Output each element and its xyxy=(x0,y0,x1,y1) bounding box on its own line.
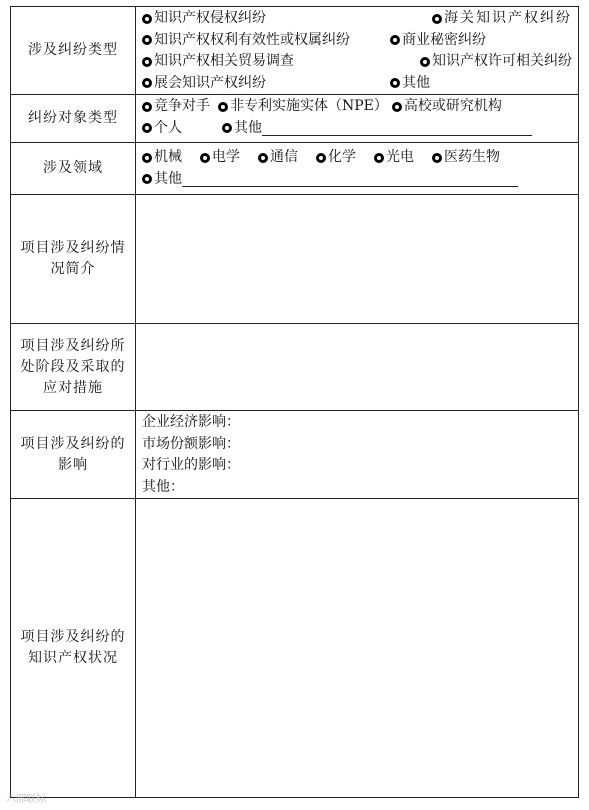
dispute-info-form xyxy=(10,6,579,798)
dispute-type-options xyxy=(136,7,579,95)
radio-icon xyxy=(390,35,400,45)
radio-icon xyxy=(420,57,430,67)
dispute-type-label: 涉及纠纷类型 xyxy=(11,7,136,95)
radio-icon xyxy=(142,102,152,112)
option-trade-investigation[interactable]: 知识产权相关贸易调查 xyxy=(142,51,294,72)
stage-input[interactable] xyxy=(136,324,579,411)
radio-icon xyxy=(142,35,152,45)
field-label: 涉及领域 xyxy=(11,143,136,195)
radio-icon xyxy=(200,153,210,163)
option-trade-secret[interactable]: 商业秘密纠纷 xyxy=(390,30,486,51)
ip-status-input[interactable] xyxy=(136,499,579,798)
option-competitor[interactable]: 竞争对手 xyxy=(142,96,210,117)
summary-label: 项目涉及纠纷情况简介 xyxy=(11,195,136,324)
radio-icon xyxy=(142,78,152,88)
option-license-dispute[interactable]: 知识产权许可相关纠纷 xyxy=(420,51,572,72)
impact-market-share: 市场份额影响： xyxy=(142,435,240,452)
option-chemistry[interactable]: 化学 xyxy=(316,147,356,168)
dispute-target-label: 纠纷对象类型 xyxy=(11,95,136,143)
radio-icon xyxy=(142,14,152,24)
option-mechanical[interactable]: 机械 xyxy=(142,147,182,168)
option-exhibition-ip[interactable]: 展会知识产权纠纷 xyxy=(142,73,266,94)
target-other-input[interactable] xyxy=(262,120,532,136)
field-other-input[interactable] xyxy=(182,171,518,187)
radio-icon xyxy=(142,123,152,133)
stage-label: 项目涉及纠纷所处阶段及采取的应对措施 xyxy=(11,324,136,411)
option-other[interactable]: 其他 xyxy=(390,73,430,94)
radio-icon xyxy=(218,102,228,112)
watermark: 六部联标 xyxy=(6,794,46,805)
field-options xyxy=(136,143,579,195)
radio-icon xyxy=(142,57,152,67)
option-field-other[interactable]: 其他 xyxy=(142,169,182,190)
impact-economic: 企业经济影响： xyxy=(142,414,240,431)
radio-icon xyxy=(316,153,326,163)
option-optoelectronics[interactable]: 光电 xyxy=(374,147,414,168)
impact-industry: 对行业的影响： xyxy=(142,457,240,474)
option-ip-infringement[interactable]: 知识产权侵权纠纷 xyxy=(142,8,266,29)
impact-other: 其他： xyxy=(142,478,184,495)
option-validity-ownership[interactable]: 知识产权权利有效性或权属纠纷 xyxy=(142,30,350,51)
radio-icon xyxy=(142,153,152,163)
option-electrical[interactable]: 电学 xyxy=(200,147,240,168)
radio-icon xyxy=(390,78,400,88)
radio-icon xyxy=(432,153,442,163)
option-customs-ip[interactable]: 海关知识产权纠纷 xyxy=(432,8,572,29)
radio-icon xyxy=(142,174,152,184)
summary-input[interactable] xyxy=(136,195,579,324)
radio-icon xyxy=(258,153,268,163)
option-individual[interactable]: 个人 xyxy=(142,118,182,139)
radio-icon xyxy=(392,102,402,112)
radio-icon xyxy=(432,14,442,24)
ip-status-label: 项目涉及纠纷的知识产权状况 xyxy=(11,499,136,798)
option-communication[interactable]: 通信 xyxy=(258,147,298,168)
impact-label: 项目涉及纠纷的影响 xyxy=(11,411,136,499)
radio-icon xyxy=(374,153,384,163)
option-npe[interactable]: 非专利实施实体（NPE） xyxy=(218,96,388,117)
dispute-target-options xyxy=(136,95,579,143)
option-university[interactable]: 高校或研究机构 xyxy=(392,96,502,117)
radio-icon xyxy=(222,123,232,133)
impact-input[interactable] xyxy=(136,411,579,499)
option-biomedicine[interactable]: 医药生物 xyxy=(432,147,500,168)
option-target-other[interactable]: 其他 xyxy=(222,118,262,139)
